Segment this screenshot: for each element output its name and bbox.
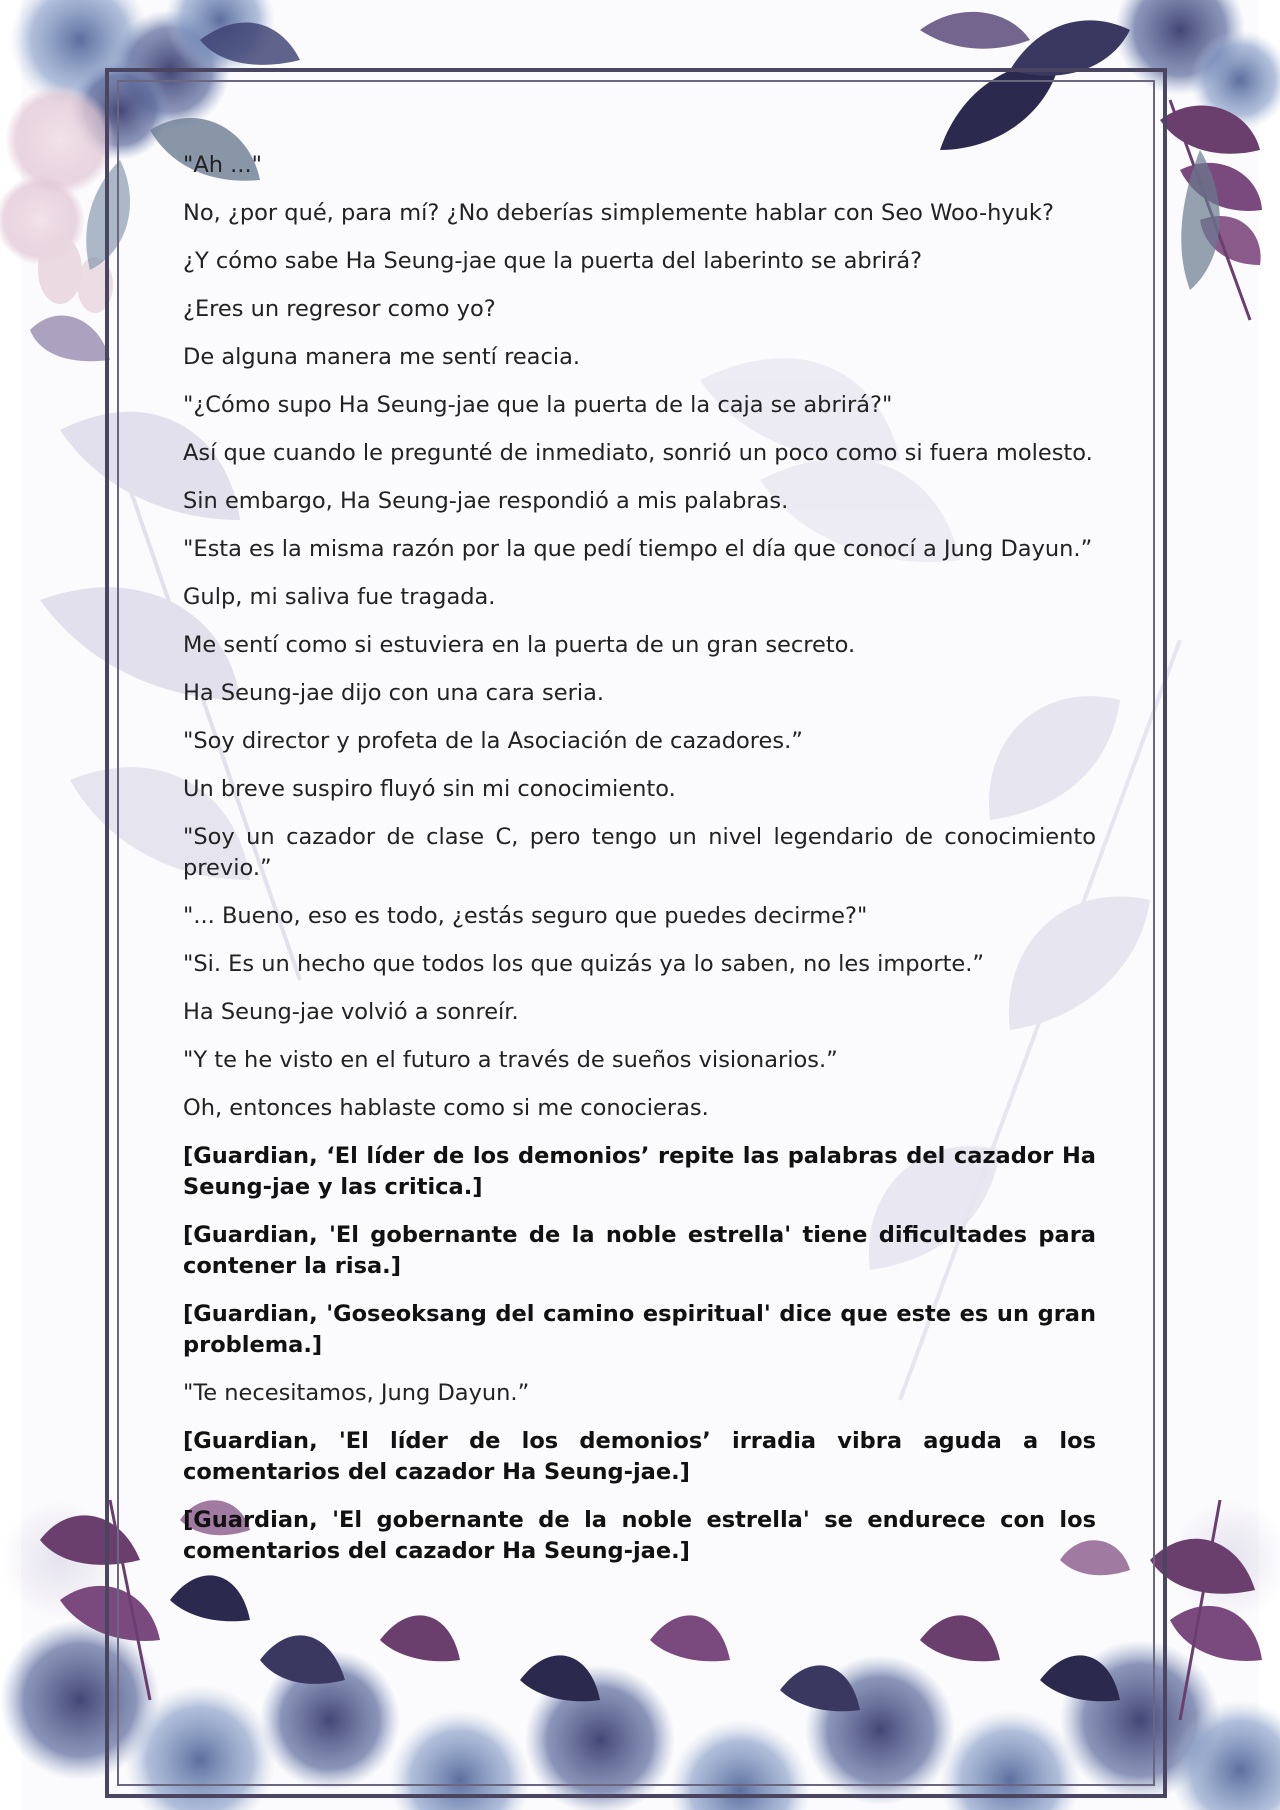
paragraph: "Te necesitamos, Jung Dayun.”	[183, 1380, 530, 1406]
paragraph: ¿Y cómo sabe Ha Seung-jae que la puerta del laberinto se abrirá?	[183, 248, 923, 274]
paragraph: "Si. Es un hecho que todos los que quizás ya lo saben, no les importe.”	[183, 951, 985, 977]
paragraph: "Y te he visto en el futuro a través de sueños visionarios.”	[183, 1047, 838, 1073]
paragraph: De alguna manera me sentí reacia.	[183, 344, 581, 370]
paragraph: ¿Eres un regresor como yo?	[183, 296, 496, 322]
paragraph: "¿Cómo supo Ha Seung-jae que la puerta de la caja se abrirá?"	[183, 392, 893, 418]
paragraph: Me sentí como si estuviera en la puerta de un gran secreto.	[183, 632, 856, 658]
paragraph: "... Bueno, eso es todo, ¿estás seguro que puedes decirme?"	[183, 903, 868, 929]
guardian-message: [Guardian, 'Goseoksang del camino espiritual' dice que este es un gran problema.]	[183, 1301, 1096, 1358]
paragraph: "Ah ..."	[183, 152, 262, 178]
paragraph: Gulp, mi saliva fue tragada.	[183, 584, 496, 610]
paragraph: Ha Seung-jae volvió a sonreír.	[183, 999, 519, 1025]
paragraph: Ha Seung-jae dijo con una cara seria.	[183, 680, 605, 706]
guardian-message: [Guardian, ‘El líder de los demonios’ repite las palabras del cazador Ha Seung-jae y las critica.]	[183, 1143, 1096, 1200]
paragraph: "Esta es la misma razón por la que pedí tiempo el día que conocí a Jung Dayun.”	[183, 536, 1093, 562]
paragraph: Oh, entonces hablaste como si me conocieras.	[183, 1095, 709, 1121]
story-text	[183, 150, 1096, 1584]
paragraph: Así que cuando le pregunté de inmediato, sonrió un poco como si fuera molesto.	[183, 440, 1093, 466]
guardian-message: [Guardian, 'El gobernante de la noble estrella' se endurece con los comentarios del cazador Ha Seung-jae.]	[183, 1507, 1096, 1564]
paragraph: "Soy un cazador de clase C, pero tengo un nivel legendario de conocimiento previo.”	[183, 824, 1096, 881]
paragraph: Sin embargo, Ha Seung-jae respondió a mis palabras.	[183, 488, 789, 514]
paragraph: No, ¿por qué, para mí? ¿No deberías simplemente hablar con Seo Woo-hyuk?	[183, 200, 1054, 226]
guardian-message: [Guardian, 'El gobernante de la noble estrella' tiene dificultades para contener la risa.]	[183, 1222, 1096, 1279]
paragraph: "Soy director y profeta de la Asociación de cazadores.”	[183, 728, 803, 754]
paragraph: Un breve suspiro fluyó sin mi conocimiento.	[183, 776, 676, 802]
guardian-message: [Guardian, 'El líder de los demonios’ irradia vibra aguda a los comentarios del cazador Ha Seung-jae.]	[183, 1428, 1096, 1485]
